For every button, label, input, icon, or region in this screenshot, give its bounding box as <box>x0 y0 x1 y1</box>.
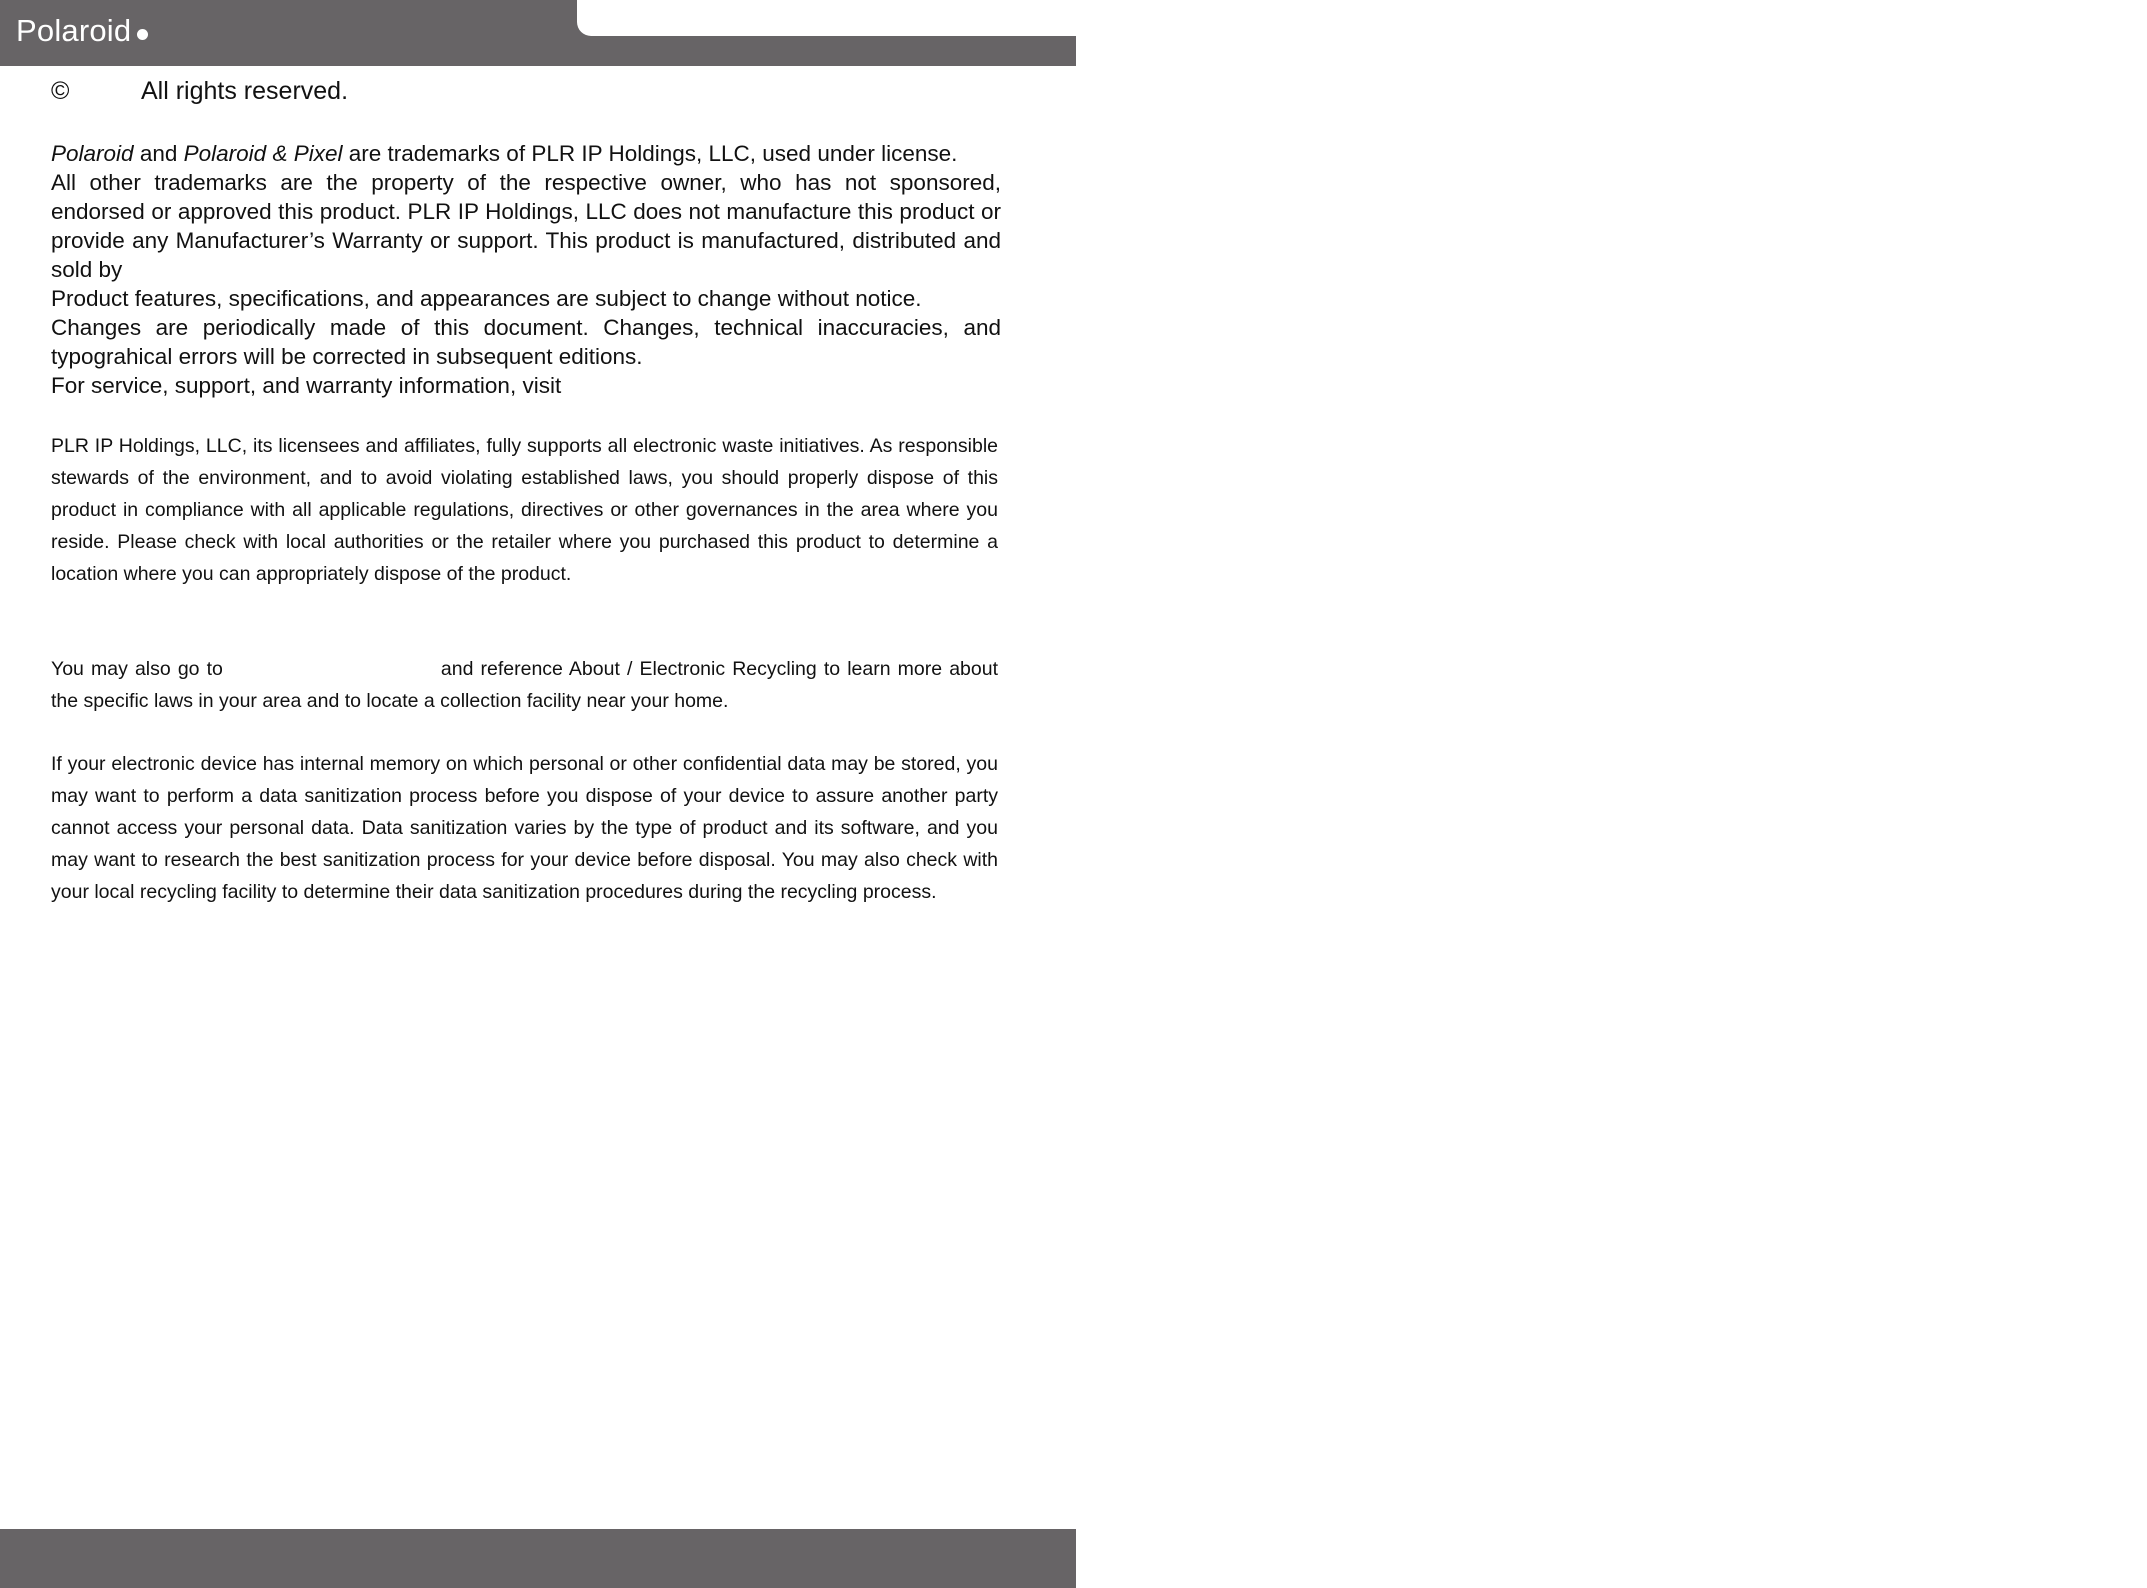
recycling-paragraph-2 <box>51 653 998 717</box>
recycling-text-1: PLR IP Holdings, LLC, its licensees and affiliates, fully supports all electronic waste initiatives. As responsible stewards of the environment, and to avoid violating established laws, you should properly dispose of this product in compliance with all applicable regulations, directives or other governances in the area where you reside. Please check with local authorities or the retailer where you purchased this product to determine a location where you can appropriately dispose of the product. <box>51 435 998 585</box>
and-text: and <box>139 141 178 166</box>
trademark-line1-rest: are trademarks of PLR IP Holdings, LLC, used under license. <box>348 141 958 166</box>
data-sanitization-text: If your electronic device has internal memory on which personal or other confidential data may be stored, you may want to perform a data sanitization process before you dispose of your device to assure another party cannot access your personal data. Data sanitization varies by the type of product and its software, and you may want to research the best sanitization process for your device before disposal. You may also check with your local recycling facility to determine their data sanitization procedures during the recycling process. <box>51 753 998 903</box>
recycling-text-2-start: You may also go to <box>51 658 223 680</box>
features-notice: Product features, specifications, and appearances are subject to change without notice. <box>51 286 922 311</box>
trademark-body: All other trademarks are the property of the respective owner, who has not sponsored, endorsed or approved this product. PLR IP Holdings, LLC does not manufacture this product or provide any Manufacturer’s Warranty or support. This product is manufactured, distributed and sold by <box>51 170 1001 282</box>
header-bar <box>0 0 1076 66</box>
brand-name: Polaroid <box>16 13 132 48</box>
copyright-text: All rights reserved. <box>141 77 349 105</box>
footer-bar <box>0 1529 1076 1588</box>
brand-polaroid-pixel: Polaroid & Pixel <box>183 141 343 166</box>
data-sanitization-paragraph <box>51 748 998 908</box>
logo-dot-icon <box>137 29 148 40</box>
header-tab <box>577 0 1076 36</box>
trademark-section <box>51 139 1001 400</box>
polaroid-logo <box>16 13 148 49</box>
copyright-line <box>51 77 348 106</box>
brand-polaroid: Polaroid <box>51 141 134 166</box>
trademark-first-line <box>51 139 1001 168</box>
recycling-paragraph-1 <box>51 430 998 590</box>
recycling-text-2-end: and reference About / Electronic Recycling to learn more about the specific laws in your area and to locate a collection facility near your home. <box>51 658 998 712</box>
recycling-text-2 <box>51 653 998 717</box>
service-notice: For service, support, and warranty information, visit <box>51 373 562 398</box>
copyright-icon: © <box>51 77 70 105</box>
changes-notice: Changes are periodically made of this document. Changes, technical inaccuracies, and typograhical errors will be corrected in subsequent editions. <box>51 315 1001 369</box>
